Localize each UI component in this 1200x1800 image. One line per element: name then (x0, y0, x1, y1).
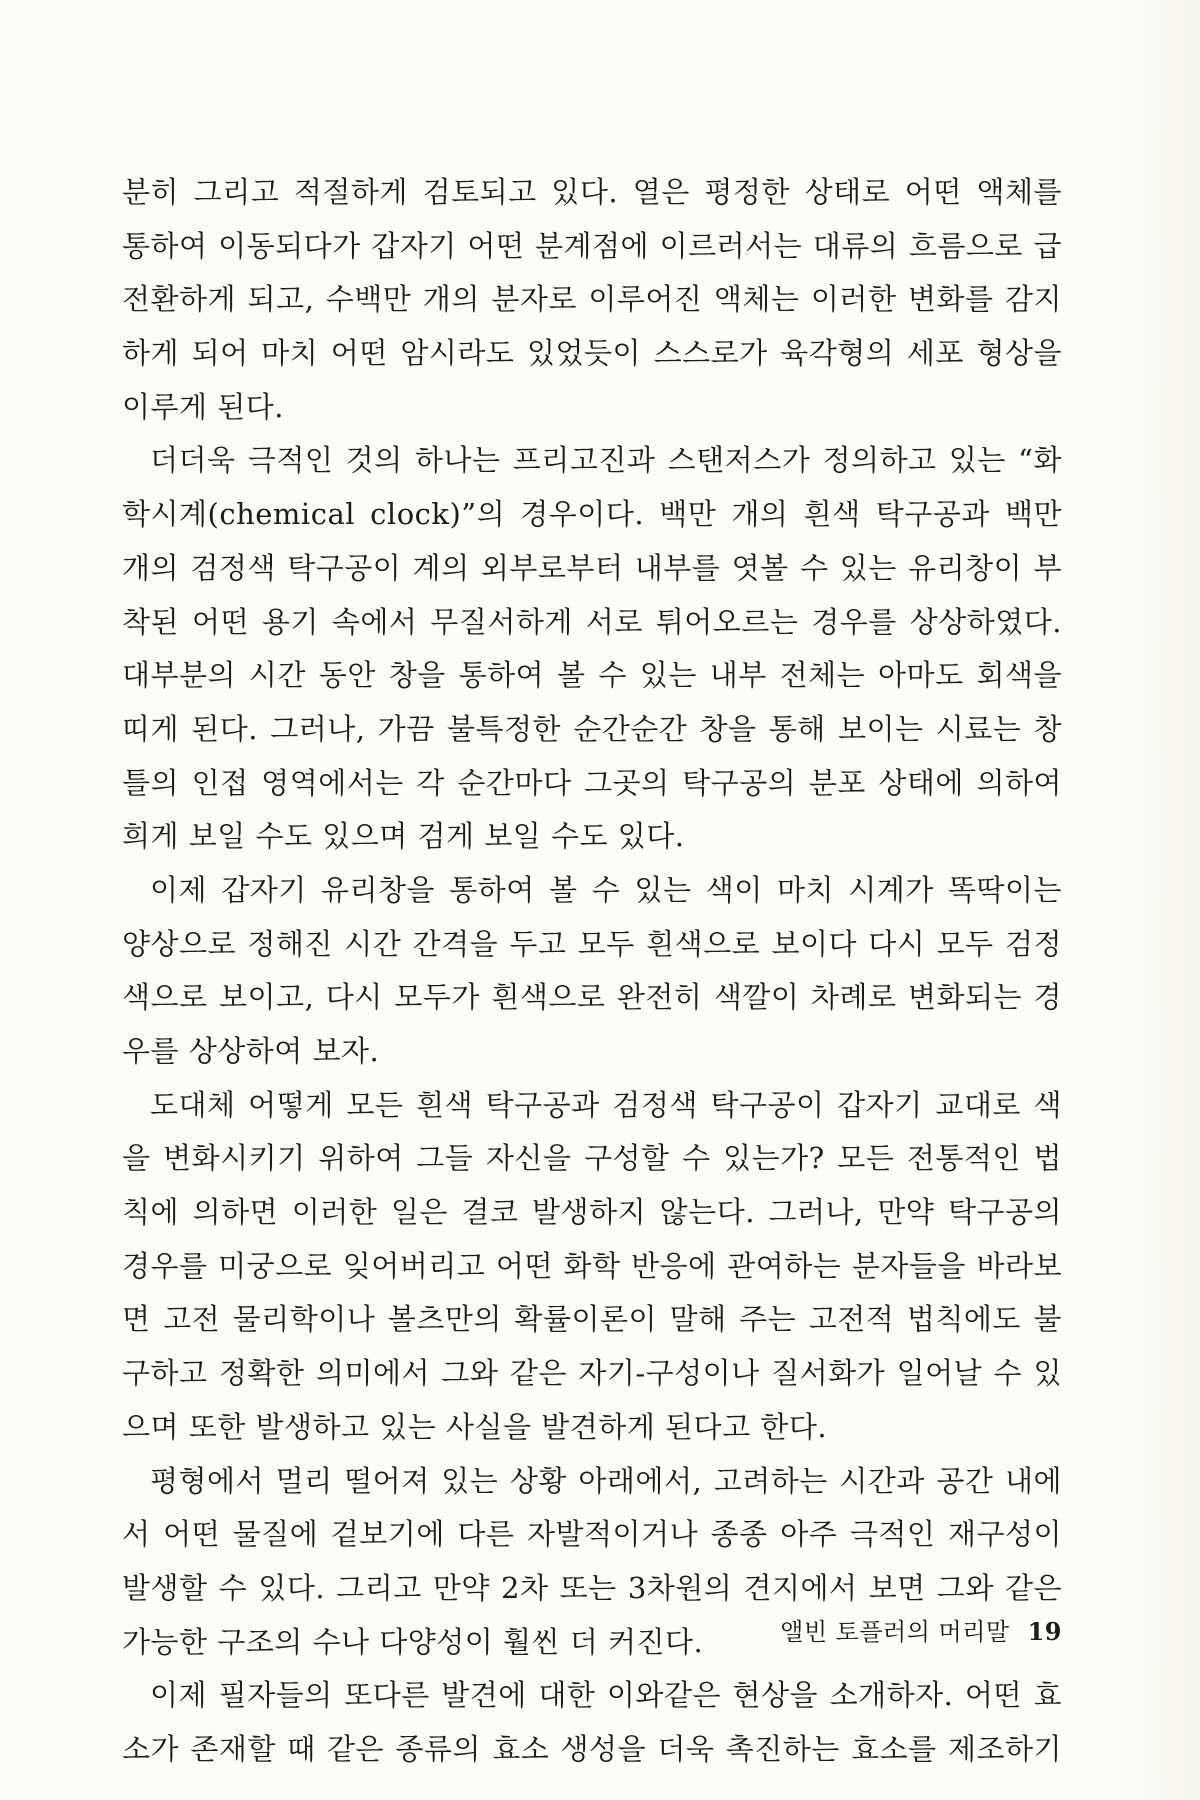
text-line: 이제 필자들의 또다른 발견에 대한 이와같은 현상을 소개하자. 어떤 효 (150, 1678, 1062, 1713)
text-line: 으며 또한 발생하고 있는 사실을 발견하게 된다고 한다. (122, 1409, 828, 1444)
text-line: 가능한 구조의 수나 다양성이 훨씬 더 커진다. (122, 1624, 704, 1659)
body-text (122, 166, 1062, 1777)
text-line: 학시계(chemical clock)”의 경우이다. 백만 개의 흰색 탁구공과 백만 (122, 497, 1062, 532)
text-line: 전환하게 되고, 수백만 개의 분자로 이루어진 액체는 이러한 변화를 감지 (122, 282, 1062, 317)
text-line: 더더욱 극적인 것의 하나는 프리고진과 스탠저스가 정의하고 있는 “화 (150, 443, 1062, 478)
text-line: 이제 갑자기 유리창을 통하여 볼 수 있는 색이 마치 시계가 똑딱이는 (150, 872, 1062, 907)
text-line: 이루게 된다. (122, 389, 285, 424)
text-line: 소가 존재할 때 같은 종류의 효소 생성을 더욱 촉진하는 효소를 제조하기 (122, 1731, 1062, 1766)
text-line: 대부분의 시간 동안 창을 통하여 볼 수 있는 내부 전체는 아마도 회색을 (122, 658, 1062, 693)
text-line: 서 어떤 물질에 겉보기에 다른 자발적이거나 종종 아주 극적인 재구성이 (122, 1517, 1062, 1552)
text-line: 틀의 인접 영역에서는 각 순간마다 그곳의 탁구공의 분포 상태에 의하여 (122, 765, 1062, 800)
text-line: 착된 어떤 용기 속에서 무질서하게 서로 튀어오르는 경우를 상상하였다. (122, 604, 1062, 639)
text-line: 우를 상상하여 보자. (122, 1034, 380, 1068)
text-line: 개의 검정색 탁구공이 계의 외부로부터 내부를 엿볼 수 있는 유리창이 부 (122, 550, 1062, 585)
text-line: 면 고전 물리학이나 볼츠만의 확률이론이 말해 주는 고전적 법칙에도 불 (122, 1302, 1062, 1337)
page-number: 19 (1027, 1617, 1062, 1646)
text-line: 도대체 어떻게 모든 흰색 탁구공과 검정색 탁구공이 갑자기 교대로 색 (150, 1087, 1062, 1122)
text-line: 평형에서 멀리 떨어져 있는 상황 아래에서, 고려하는 시간과 공간 내에 (150, 1463, 1062, 1498)
text-line: 색으로 보이고, 다시 모두가 흰색으로 완전히 색깔이 차례로 변화되는 경 (122, 980, 1062, 1015)
text-line: 을 변화시키기 위하여 그들 자신을 구성할 수 있는가? 모든 전통적인 법 (122, 1141, 1062, 1176)
text-line: 띠게 된다. 그러나, 가끔 불특정한 순간순간 창을 통해 보이는 시료는 창 (122, 711, 1062, 746)
text-line: 희게 보일 수도 있으며 검게 보일 수도 있다. (122, 819, 685, 854)
text-line: 구하고 정확한 의미에서 그와 같은 자기-구성이나 질서화가 일어날 수 있 (122, 1356, 1062, 1391)
text-line: 칙에 의하면 이러한 일은 결코 발생하지 않는다. 그러나, 만약 탁구공의 (122, 1195, 1062, 1230)
text-line: 통하여 이동되다가 갑자기 어떤 분계점에 이르러서는 대류의 흐름으로 급 (122, 228, 1062, 263)
text-line: 양상으로 정해진 시간 간격을 두고 모두 흰색으로 보이다 다시 모두 검정 (122, 926, 1062, 961)
text-line: 경우를 미궁으로 잊어버리고 어떤 화학 반응에 관여하는 분자들을 바라보 (122, 1248, 1062, 1283)
text-line: 분히 그리고 적절하게 검토되고 있다. 열은 평정한 상태로 어떤 액체를 (122, 175, 1062, 209)
text-line: 하게 되어 마치 어떤 암시라도 있었듯이 스스로가 육각형의 세포 형상을 (122, 336, 1062, 371)
running-title: 앨빈 토플러의 머리말 (780, 1618, 1010, 1646)
text-line: 발생할 수 있다. 그리고 만약 2차 또는 3차원의 견지에서 보면 그와 같은 (122, 1570, 1062, 1605)
page-footer (700, 1612, 1062, 1647)
